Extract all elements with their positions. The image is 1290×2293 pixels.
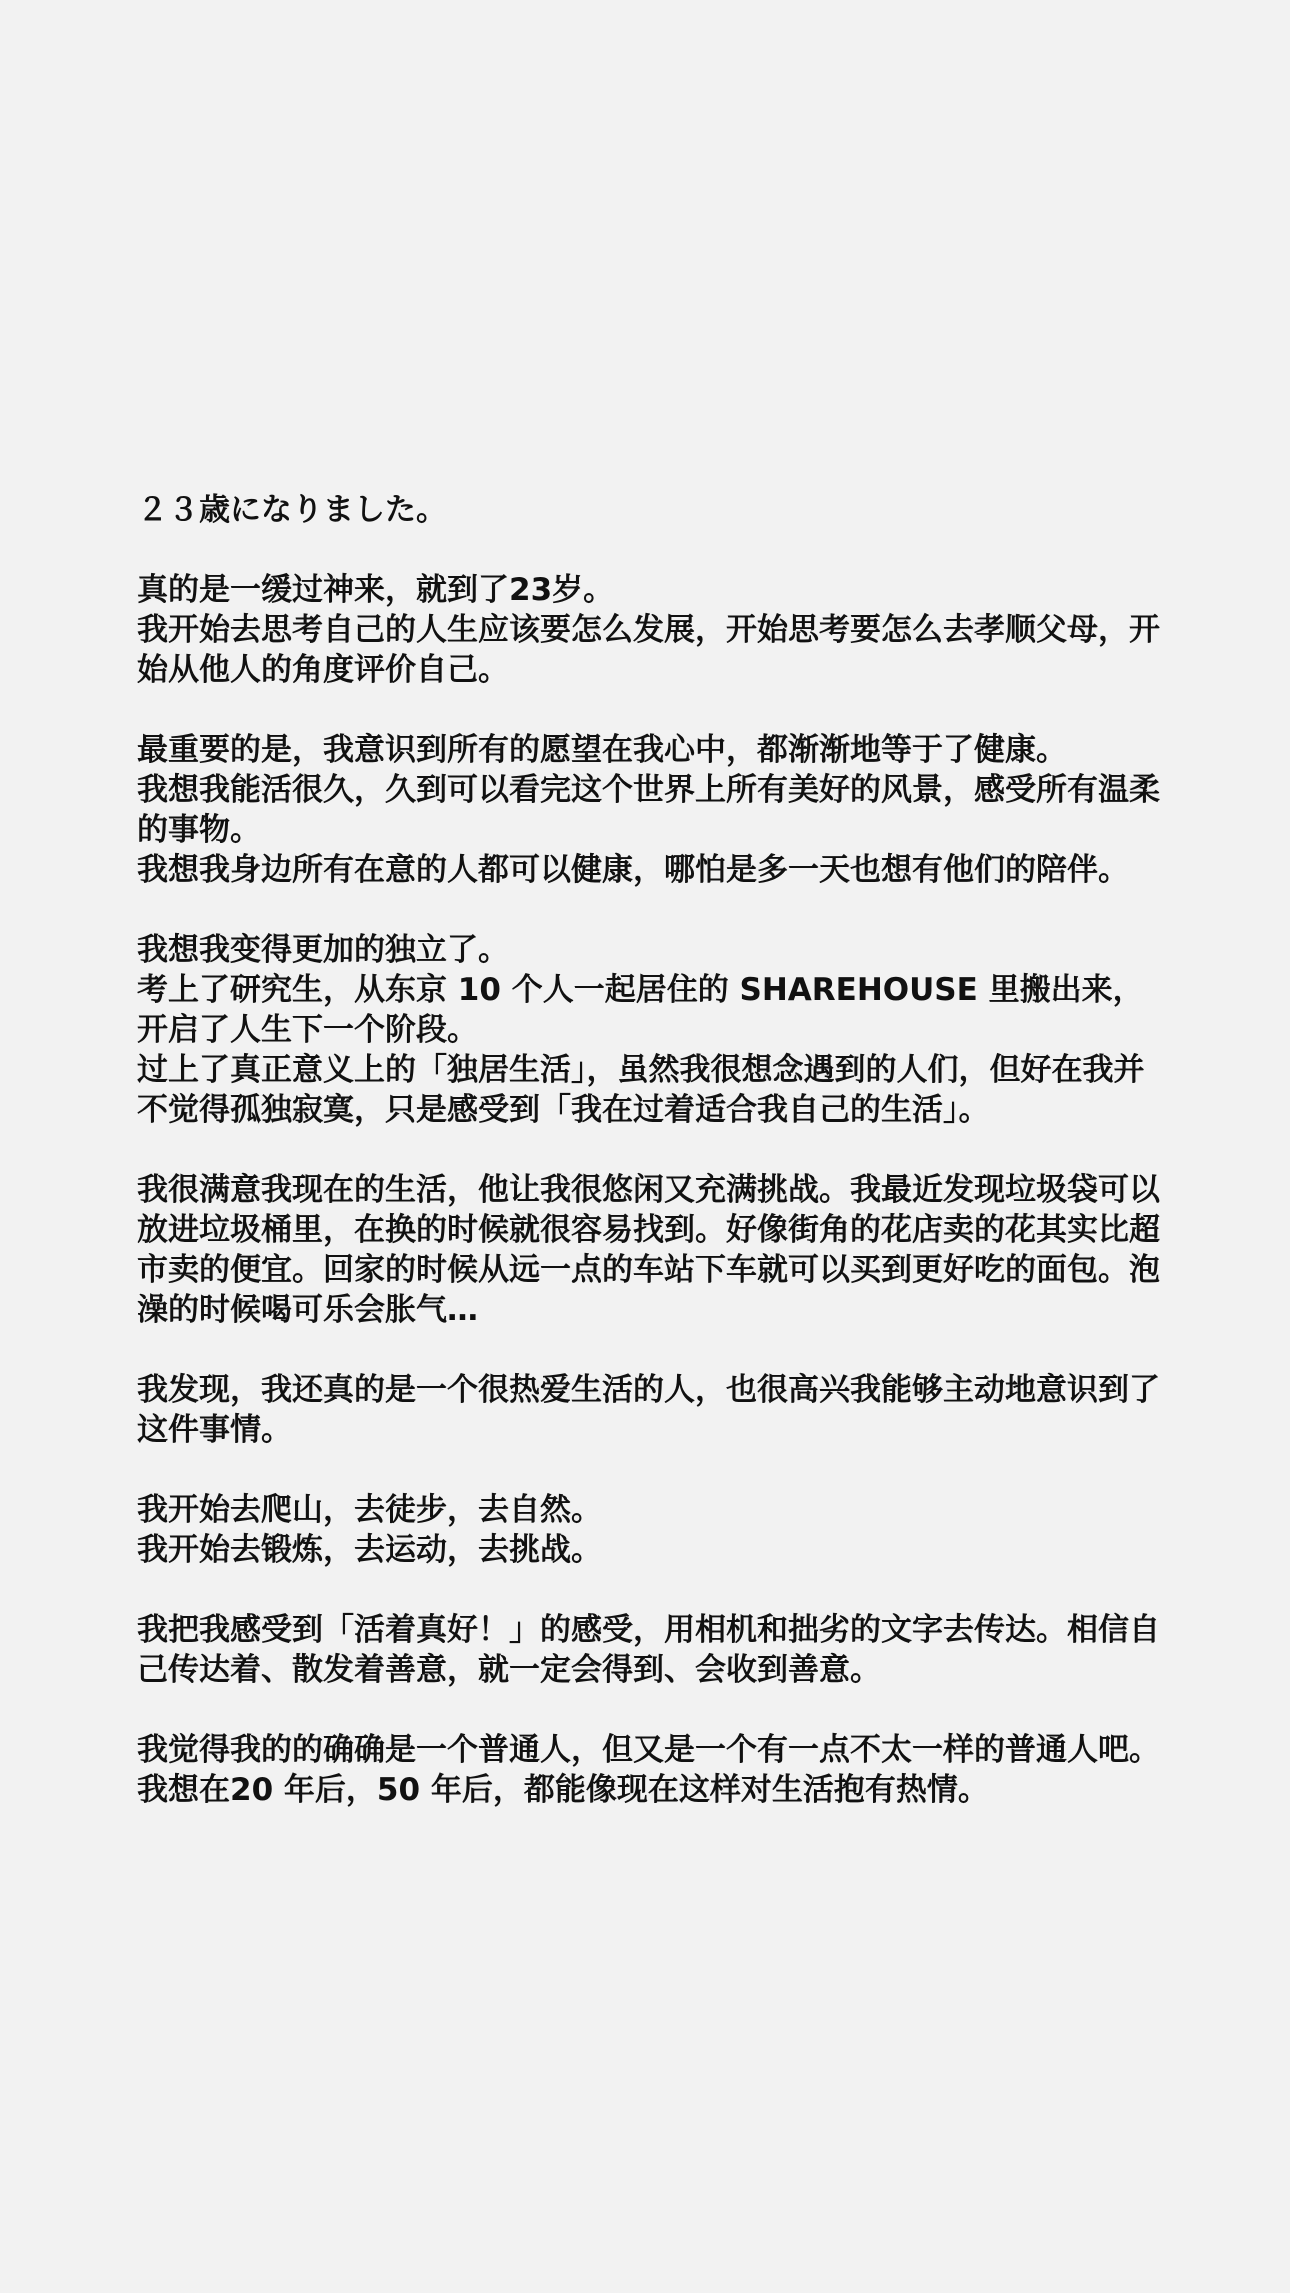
note-body <box>137 490 1167 1810</box>
text-line: 我开始去锻炼，去运动，去挑战。 <box>137 1532 602 1568</box>
text-line: 最重要的是，我意识到所有的愿望在我心中，都渐渐地等于了健康。 <box>137 732 1067 768</box>
paragraph-2 <box>137 730 1167 890</box>
paragraph-5 <box>137 1370 1167 1450</box>
paragraph-6 <box>137 1490 1167 1570</box>
paragraph-4 <box>137 1170 1167 1330</box>
text-line: 我发现，我还真的是一个很热爱生活的人，也很高兴我能够主动地意识到了这件事情。 <box>137 1372 1160 1448</box>
paragraph-3 <box>137 930 1167 1130</box>
text-line: 真的是一缓过神来，就到了23岁。 <box>137 572 615 608</box>
paragraph-8 <box>137 1730 1167 1810</box>
text-line: 我想我能活很久，久到可以看完这个世界上所有美好的风景，感受所有温柔的事物。 <box>137 772 1160 848</box>
text-line: 我想我身边所有在意的人都可以健康，哪怕是多一天也想有他们的陪伴。 <box>137 852 1129 888</box>
text-line: 过上了真正意义上的「独居生活」，虽然我很想念遇到的人们，但好在我并不觉得孤独寂寞，只是感受到「我在过着适合我自己的生活」。 <box>137 1052 1145 1128</box>
note-title: ２３歳になりました。 <box>137 492 447 528</box>
text-line: 我觉得我的的确确是一个普通人，但又是一个有一点不太一样的普通人吧。我想在20 年后，50 年后，都能像现在这样对生活抱有热情。 <box>137 1732 1160 1808</box>
paragraph-1 <box>137 570 1167 690</box>
text-line: 我把我感受到「活着真好！」的感受，用相机和拙劣的文字去传达。相信自己传达着、散发着善意，就一定会得到、会收到善意。 <box>137 1612 1160 1688</box>
text-line: 我开始去爬山，去徒步，去自然。 <box>137 1492 602 1528</box>
text-line: 我开始去思考自己的人生应该要怎么发展，开始思考要怎么去孝顺父母，开始从他人的角度评价自己。 <box>137 612 1160 688</box>
text-line: 我想我变得更加的独立了。 <box>137 932 509 968</box>
text-line: 考上了研究生，从东京 10 个人一起居住的 SHAREHOUSE 里搬出来，开启了人生下一个阶段。 <box>137 972 1144 1048</box>
paragraph-7 <box>137 1610 1167 1690</box>
text-line: 我很满意我现在的生活，他让我很悠闲又充满挑战。我最近发现垃圾袋可以放进垃圾桶里，在换的时候就很容易找到。好像街角的花店卖的花其实比超市卖的便宜。回家的时候从远一点的车站下车就可以买到更好吃的面包。泡澡的时候喝可乐会胀气… <box>137 1172 1160 1328</box>
